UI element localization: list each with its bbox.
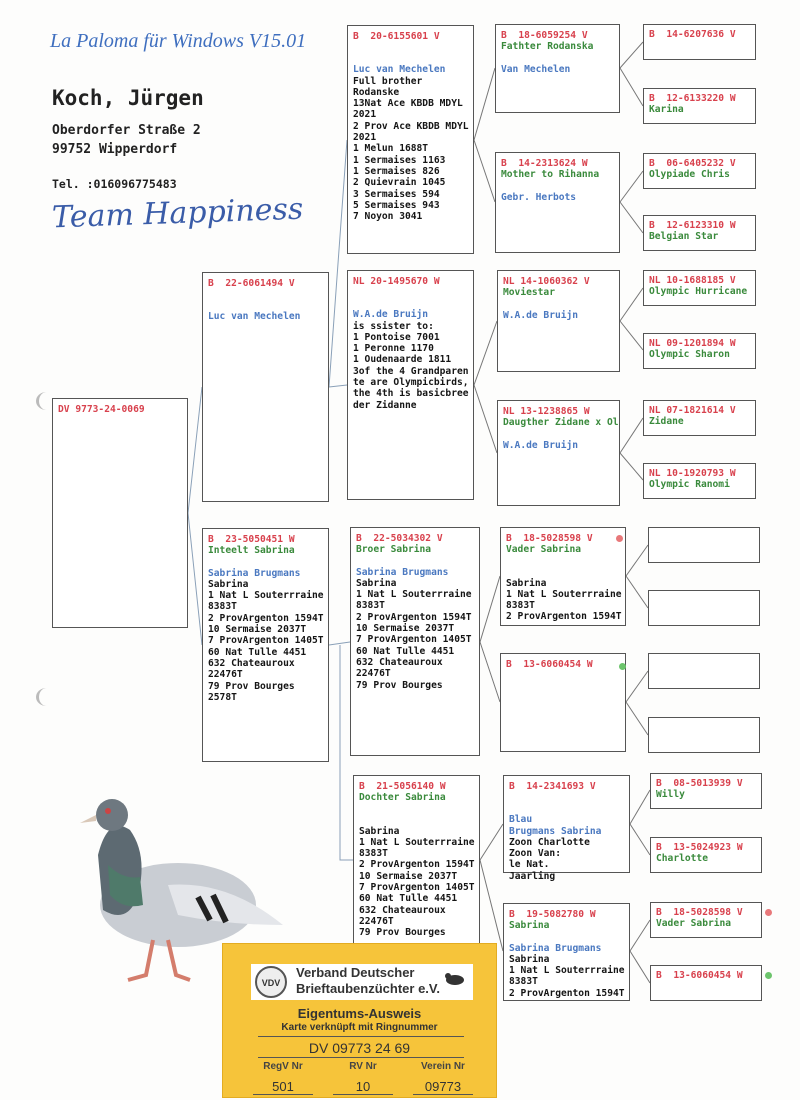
pigeon-name: Olypiade Chris <box>649 169 730 181</box>
performance-line: 1 Nat L Souterrraine <box>506 588 622 600</box>
pigeon-name: Charlotte <box>656 853 708 865</box>
performance-line: 60 Nat Tulle 4451 <box>208 646 307 658</box>
pigeon-name: Vader Sabrina <box>656 918 732 930</box>
pedigree-box-gen4 <box>650 773 762 809</box>
breeder-line: Gebr. Herbots <box>501 191 577 203</box>
id-card-org <box>296 965 440 997</box>
performance-line: Rodanske <box>353 86 400 98</box>
pedigree-box-gen4 <box>648 590 760 626</box>
ring-number: B 13-6060454 W <box>656 970 743 981</box>
ring-number: B 12-6133220 W <box>649 93 736 104</box>
pedigree-box-sd <box>347 270 474 500</box>
id-card <box>222 943 497 1098</box>
pedigree-box-gen4 <box>650 965 762 1001</box>
spacer <box>208 557 325 568</box>
ring-number: B 14-6207636 V <box>649 29 736 40</box>
performance-line: 1 Pontoise 7001 <box>353 331 440 343</box>
marker-green-dot <box>619 663 626 670</box>
ring-number: B 08-5013939 V <box>656 778 743 789</box>
pedigree-box-ddd <box>503 903 630 1001</box>
pigeon-name: Zidane <box>649 416 684 428</box>
pigeon-name: Dochter Sabrina <box>359 792 446 804</box>
performance-line: 1 Nat L Souterrraine <box>359 836 475 848</box>
pedigree-box-subject <box>52 398 188 628</box>
performance-line: te are Olympicbirds, <box>353 377 469 389</box>
pigeon-name: Sabrina <box>509 920 550 932</box>
ring-number: B 22-6061494 V <box>208 278 295 289</box>
regv-value: 501 <box>253 1079 313 1095</box>
pigeon-name: Willy <box>656 789 685 801</box>
pigeon-name: Karina <box>649 104 684 116</box>
performance-line: 79 Prov Bourges <box>359 927 446 939</box>
ring-number: DV 9773-24-0069 <box>58 404 145 415</box>
pedigree-box-dsd <box>500 653 626 752</box>
performance-line: 13Nat Ace KBDB MDYL <box>353 98 463 110</box>
ring-number: B 18-5028598 V <box>656 907 743 918</box>
performance-line: 8383T <box>506 600 535 612</box>
marker-red-dot <box>616 535 623 542</box>
spacer <box>506 567 622 578</box>
performance-line: Sabrina <box>208 578 249 590</box>
performance-line: der Zidanne <box>353 399 417 411</box>
pigeon-name: Broer Sabrina <box>356 544 432 556</box>
svg-text:VDV: VDV <box>261 978 281 988</box>
performance-line: 2 ProvArgenton 1594T <box>359 859 475 871</box>
performance-line: 2578T <box>208 691 237 703</box>
divider <box>258 1036 464 1037</box>
performance-line: Zoon Van: <box>509 848 561 860</box>
performance-line: 22476T <box>208 669 243 681</box>
performance-line: Zoon Charlotte <box>509 836 590 848</box>
pedigree-box-dds <box>503 775 630 882</box>
ring-number: NL 10-1920793 W <box>649 468 736 479</box>
pedigree-box-dss <box>500 527 626 626</box>
performance-line: 60 Nat Tulle 4451 <box>359 893 458 905</box>
performance-line: Sabrina <box>506 577 547 589</box>
performance-line: 632 Chateauroux <box>208 657 295 669</box>
breeder-line: Sabrina Brugmans <box>208 567 301 579</box>
performance-line: the 4th is basicbree <box>353 388 469 400</box>
address-city: 99752 Wipperdorf <box>52 142 178 157</box>
performance-line: 2 ProvArgenton 1594T <box>208 612 324 624</box>
performance-line: 2 ProvArgenton 1594T <box>506 611 622 623</box>
performance-line: is ssister to: <box>353 320 434 332</box>
performance-line: 1 Sermaises 826 <box>353 165 440 177</box>
spacer <box>208 300 325 311</box>
pedigree-box-gen4 <box>643 400 756 436</box>
spacer <box>356 556 476 567</box>
performance-line: 1 Oudenaarde 1811 <box>353 354 452 366</box>
ring-number: B 14-2341693 V <box>509 781 596 792</box>
performance-line: 1 Nat L Souterrraine <box>509 965 625 977</box>
spacer <box>359 804 476 815</box>
regv-label: RegV Nr <box>263 1061 303 1072</box>
ring-number: NL 07-1821614 V <box>649 405 736 416</box>
spacer <box>353 42 470 53</box>
pedigree-box-sdd <box>497 400 620 506</box>
performance-line: 7 Noyon 3041 <box>353 211 423 223</box>
ring-number: B 13-5024923 W <box>656 842 743 853</box>
performance-line: 79 Prov Bourges <box>208 680 295 692</box>
pedigree-box-gen4 <box>650 902 762 938</box>
performance-line: 8383T <box>208 601 237 613</box>
performance-line: 3 Sermaises 594 <box>353 188 440 200</box>
pedigree-box-gen4 <box>643 270 756 306</box>
breeder-line: Sabrina Brugmans <box>509 942 602 954</box>
performance-line: 10 Sermaise 2037T <box>356 623 455 635</box>
spacer <box>353 53 470 64</box>
pedigree-box-ds <box>350 527 480 756</box>
ring-number: B 06-6405232 V <box>649 158 736 169</box>
pigeon-name: Mother to Rihanna <box>501 169 600 181</box>
performance-line: le Nat. <box>509 859 550 871</box>
performance-line: 2 ProvArgenton 1594T <box>509 987 625 999</box>
performance-line: 60 Nat Tulle 4451 <box>356 645 455 657</box>
spacer <box>353 287 470 298</box>
pedigree-box-gen4 <box>648 527 760 563</box>
performance-line: 7 ProvArgenton 1405T <box>208 635 324 647</box>
rv-label: RV Nr <box>349 1061 377 1072</box>
ring-number: B 20-6155601 V <box>353 31 440 42</box>
breeder-line: W.A.de Bruijn <box>503 439 579 451</box>
breeder-line: Blau <box>509 814 533 826</box>
performance-line: 1 Peronne 1170 <box>353 343 434 355</box>
ring-number: B 13-6060454 W <box>506 659 593 670</box>
breeder-line: W.A.de Bruijn <box>503 309 579 321</box>
performance-line: 10 Sermaise 2037T <box>208 624 307 636</box>
performance-line: 2021 <box>353 109 377 121</box>
pigeon-name: Olympic Ranomi <box>649 479 730 491</box>
performance-line: 8383T <box>359 848 388 860</box>
ring-number: B 18-5028598 V <box>506 533 593 544</box>
pigeon-name: Moviestar <box>503 287 555 299</box>
pigeon-name: Daugther Zidane x Ol <box>503 417 619 429</box>
pedigree-box-dam <box>202 528 329 762</box>
performance-line: 2 Prov Ace KBDB MDYL <box>353 120 469 132</box>
performance-line: 5 Sermaises 943 <box>353 199 440 211</box>
pigeon-name: Olympic Hurricane <box>649 286 748 298</box>
pedigree-box-gen4 <box>650 837 762 873</box>
performance-line: 632 Chateauroux <box>356 656 443 668</box>
breeder-line: Luc van Mechelen <box>353 64 446 76</box>
marker-green-dot <box>765 972 772 979</box>
performance-line: 2 ProvArgenton 1594T <box>356 611 472 623</box>
pigeon-name: Inteelt Sabrina <box>208 545 295 557</box>
performance-line: 1 Sermaises 1163 <box>353 154 446 166</box>
performance-line: 1 Nat L Souterrraine <box>356 589 472 601</box>
performance-line: Sabrina <box>359 825 400 837</box>
performance-line: 7 ProvArgenton 1405T <box>356 634 472 646</box>
performance-line: 8383T <box>356 600 385 612</box>
performance-line: 632 Chateauroux <box>359 904 446 916</box>
ring-number: B 21-5056140 W <box>359 781 446 792</box>
owner-name: Koch, Jürgen <box>52 86 204 110</box>
performance-line: 1 Melun 1688T <box>353 143 429 155</box>
pedigree-box-gen4 <box>643 215 756 251</box>
ring-number: B 23-5050451 W <box>208 534 295 545</box>
pedigree-box-gen4 <box>643 153 756 189</box>
id-card-header <box>251 964 473 1000</box>
pedigree-box-sss <box>495 24 620 113</box>
performance-line: 79 Prov Bourges <box>356 679 443 691</box>
breeder-line: Sabrina Brugmans <box>356 566 449 578</box>
pigeon-name: Vader Sabrina <box>506 544 582 556</box>
ring-number: B 14-2313624 W <box>501 158 588 169</box>
id-card-ring-number: DV 09773 24 69 <box>308 1040 411 1056</box>
handwritten-signature: Team Happiness <box>51 191 304 236</box>
org-line1: Verband Deutscher <box>296 965 415 980</box>
pigeon-name: Belgian Star <box>649 231 719 243</box>
ring-number: NL 09-1201894 W <box>649 338 736 349</box>
breeder-line: Brugmans Sabrina <box>509 825 602 837</box>
rv-value: 10 <box>333 1079 393 1095</box>
spacer <box>58 415 184 426</box>
pedigree-box-gen4 <box>643 88 756 124</box>
ring-number: B 22-5034302 V <box>356 533 443 544</box>
spacer <box>506 556 622 567</box>
performance-line: Sabrina <box>509 953 550 965</box>
verein-value: 09773 <box>413 1079 473 1095</box>
performance-line: 10 Sermaise 2037T <box>359 870 458 882</box>
pigeon-name: Olympic Sharon <box>649 349 730 361</box>
performance-line: 22476T <box>359 915 394 927</box>
spacer <box>359 815 476 826</box>
software-title: La Paloma für Windows V15.01 <box>50 30 307 52</box>
breeder-line: W.A.de Bruijn <box>353 309 429 321</box>
pedigree-box-sire <box>202 272 329 502</box>
id-card-title: Eigentums-Ausweis <box>297 1006 422 1021</box>
spacer <box>353 298 470 309</box>
pedigree-box-gen4 <box>643 333 756 369</box>
performance-line: Full brother <box>353 75 423 87</box>
vdv-logo-icon <box>254 965 288 999</box>
ring-number: B 18-6059254 V <box>501 30 588 41</box>
performance-line: 8383T <box>509 976 538 988</box>
performance-line: Sabrina <box>356 577 397 589</box>
verein-label: Verein Nr <box>421 1061 465 1072</box>
pedigree-box-gen4 <box>648 653 760 689</box>
ring-number: B 19-5082780 W <box>509 909 596 920</box>
pedigree-box-gen4 <box>643 24 756 60</box>
ring-number: B 12-6123310 W <box>649 220 736 231</box>
pedigree-box-gen4 <box>648 717 760 753</box>
performance-line: 3of the 4 Grandparen <box>353 365 469 377</box>
performance-line: 7 ProvArgenton 1405T <box>359 882 475 894</box>
spacer <box>503 299 616 310</box>
org-line2: Brieftaubenzüchter e.V. <box>296 981 441 996</box>
spacer <box>208 289 325 300</box>
address-street: Oberdorfer Straße 2 <box>52 123 201 138</box>
performance-line: 22476T <box>356 668 391 680</box>
divider <box>258 1057 464 1058</box>
performance-line: 2 Quievrain 1045 <box>353 177 446 189</box>
breeder-line: Van Mechelen <box>501 63 571 75</box>
ring-number: NL 14-1060362 V <box>503 276 590 287</box>
pigeon-emblem-icon <box>443 970 467 988</box>
ring-number: NL 10-1688185 V <box>649 275 736 286</box>
spacer <box>501 53 616 64</box>
pedigree-box-gen4 <box>643 463 756 499</box>
id-card-subtitle: Karte verknüpft mit Ringnummer <box>281 1022 438 1033</box>
performance-line: Jaarling <box>509 870 556 882</box>
spacer <box>503 429 616 440</box>
spacer <box>509 932 626 943</box>
pedigree-box-sds <box>497 270 620 372</box>
owner-phone: Tel. :016096775483 <box>52 177 177 191</box>
pedigree-box-ssd <box>495 152 620 253</box>
pigeon-name: Fathter Rodanska <box>501 41 594 53</box>
spacer <box>501 181 616 192</box>
performance-line: 2021 <box>353 132 377 144</box>
breeder-line: Luc van Mechelen <box>208 311 301 323</box>
performance-line: 1 Nat L Souterrraine <box>208 590 324 602</box>
ring-number: NL 20-1495670 W <box>353 276 440 287</box>
spacer <box>506 670 622 681</box>
spacer <box>509 792 626 803</box>
pedigree-box-dd <box>353 775 480 950</box>
ring-number: NL 13-1238865 W <box>503 406 590 417</box>
spacer <box>509 803 626 814</box>
pedigree-box-ss <box>347 25 474 254</box>
marker-red-dot <box>765 909 772 916</box>
